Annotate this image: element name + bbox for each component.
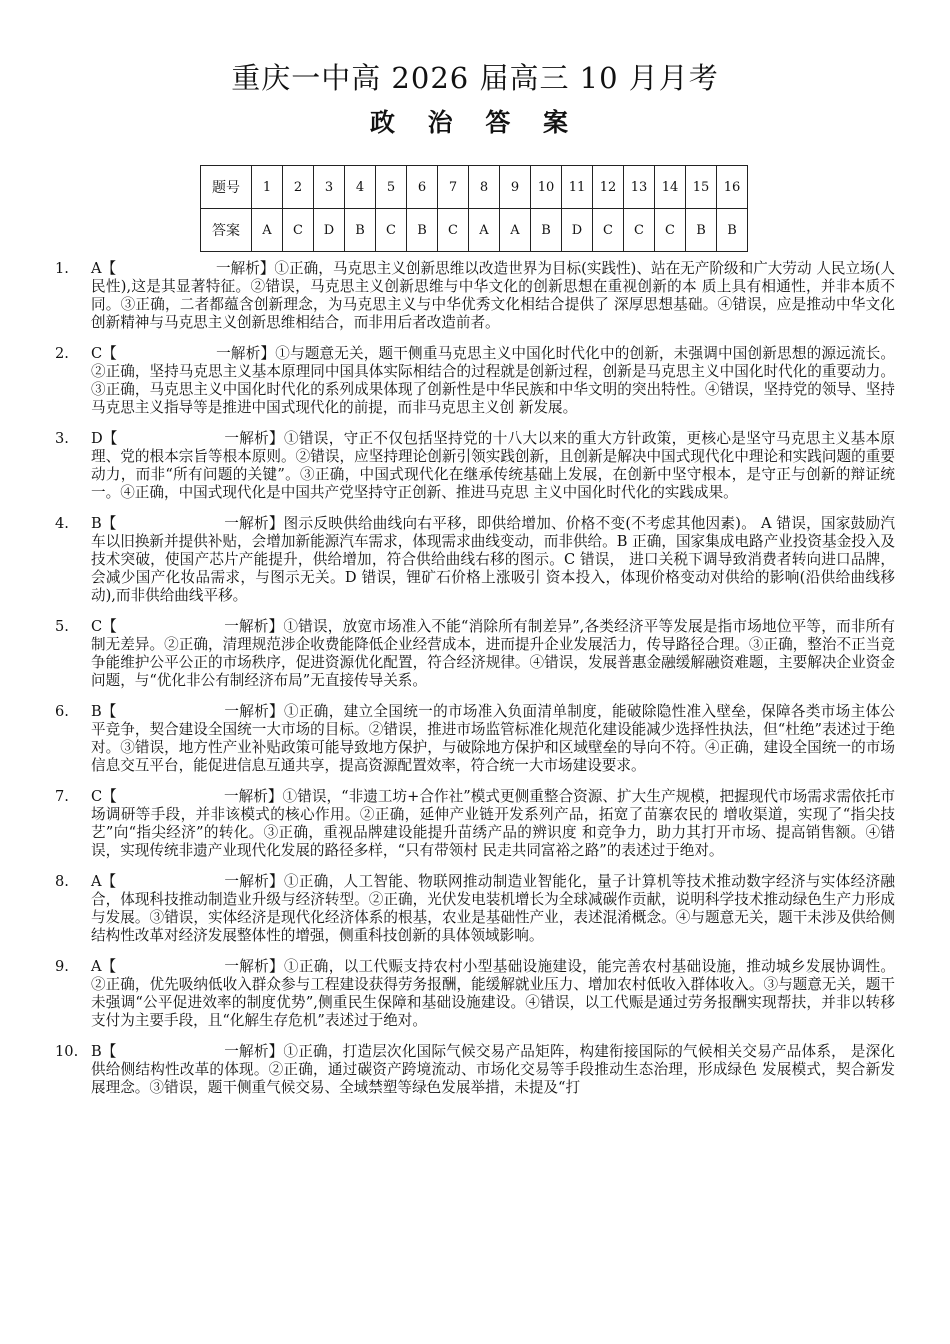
question-number-row bbox=[201, 166, 748, 209]
item-number: 3. bbox=[55, 430, 69, 447]
row-label-number: 题号 bbox=[201, 166, 252, 209]
item-number: 6. bbox=[55, 703, 69, 720]
table-cell: 13 bbox=[624, 166, 655, 209]
table-cell: 10 bbox=[531, 166, 562, 209]
table-cell: B bbox=[686, 209, 717, 252]
table-cell: 3 bbox=[314, 166, 345, 209]
list-item bbox=[55, 515, 895, 605]
list-item bbox=[55, 788, 895, 860]
table-cell: 15 bbox=[686, 166, 717, 209]
table-cell: 7 bbox=[438, 166, 469, 209]
table-cell: D bbox=[314, 209, 345, 252]
table-cell: B bbox=[531, 209, 562, 252]
item-number: 8. bbox=[55, 873, 69, 890]
list-item bbox=[55, 430, 895, 502]
table-cell: 1 bbox=[252, 166, 283, 209]
answer-table bbox=[200, 165, 748, 252]
item-number: 5. bbox=[55, 618, 69, 635]
item-answer: C【 bbox=[91, 788, 117, 805]
item-answer: A【 bbox=[91, 260, 117, 277]
table-cell: 6 bbox=[407, 166, 438, 209]
page-subtitle: 政 治 答 案 bbox=[369, 108, 581, 137]
list-item bbox=[55, 618, 895, 690]
item-number: 2. bbox=[55, 345, 69, 362]
table-cell: B bbox=[717, 209, 748, 252]
item-text: 一解析】①错误，“非遗工坊+合作社”模式更侧重整合资源、扩大生产规模，把握现代市场需求需依托市场调研等手段，并非该模式的核心作用。②正确，延伸产业链开发系列产品，拓宽了苗寨农民的 增收渠道，实现了“指尖技艺”向“指尖经济”的转化。③正确，重视品牌建设能提升苗绣产品的辨识度 和竞争力，助力其打开市场、提高销售额。④错误，实现传统非遗产业现代化发展的路径多样，“只有带领村 民走共同富裕之路”的表述过于绝对。 bbox=[91, 788, 895, 859]
table-cell: A bbox=[469, 209, 500, 252]
item-text: 一解析】①错误，守正不仅包括坚持党的十八大以来的重大方针政策，更核心是坚守马克思主义基本原理、党的根本宗旨等根本原则。②错误，应坚持理论创新引领实践创新，且创新是解决中国式现代化中理论和实践问题的重要动力，而非“所有问题的关键”。③正确，中国式现代化在继承传统基础上发展，在创新中坚守根本，是守正与创新的辩证统一。④正确，中国式现代化是中国共产党坚持守正创新、推进马克思 主义中国化时代化的实践成果。 bbox=[91, 430, 895, 501]
item-answer: B【 bbox=[91, 515, 117, 532]
item-answer: C【 bbox=[91, 618, 117, 635]
item-text: 一解析】①正确，建立全国统一的市场准入负面清单制度，能破除隐性准入壁垒，保障各类市场主体公平竞争，契合建设全国统一大市场的目标。②错误，推进市场监管标准化规范化建设能减少选择性执法，但“杜绝”表述过于绝对。③错误，地方性产业补贴政策可能导致地方保护，与破除地方保护和区域壁垒的导向不符。④正确，建设全国统一的市场信息交互平台，能促进信息互通共享，提高资源配置效率，符合统一大市场建设要求。 bbox=[91, 703, 895, 774]
item-text: 一解析】①正确，以工代赈支持农村小型基础设施建设，能完善农村基础设施，推动城乡发展协调性。②正确，优先吸纳低收入群众参与工程建设获得劳务报酬，能缓解就业压力、增加农村低收入群体收入。③与题意无关，题干未强调“公平促进效率的制度优势”,侧重民生保障和基础设施建设。④错误，以工代赈是通过劳务报酬实现帮扶，并非以转移支付为主要手段，且“化解生存危机”表述过于绝对。 bbox=[91, 958, 895, 1029]
table-cell: C bbox=[376, 209, 407, 252]
table-cell: 14 bbox=[655, 166, 686, 209]
table-cell: B bbox=[407, 209, 438, 252]
table-cell: 4 bbox=[345, 166, 376, 209]
table-cell: 8 bbox=[469, 166, 500, 209]
list-item bbox=[55, 260, 895, 332]
list-item bbox=[55, 345, 895, 417]
table-cell: 12 bbox=[593, 166, 624, 209]
table-cell: C bbox=[438, 209, 469, 252]
table-cell: C bbox=[624, 209, 655, 252]
item-text: 一解析】图示反映供给曲线向右平移，即供给增加、价格不变(不考虑其他因素)。 A 错误，国家鼓励汽车以旧换新并提供补贴，会增加新能源汽车需求，体现需求曲线变动，而非供给。B 正确，国家集成电路产业投资基金投入及技术突破，使国产芯片产能提升，供给增加，符合供给曲线右移的图示。C 错误， 进口关税下调导致消费者转向进口品牌，会减少国产化妆品需求，与图示无关。D 错误，锂矿石价格上涨吸引 资本投入，体现价格变动对供给的影响(沿供给曲线移动),而非供给曲线平移。 bbox=[91, 515, 895, 604]
item-answer: D【 bbox=[91, 430, 118, 447]
item-answer: A【 bbox=[91, 873, 117, 890]
table-cell: A bbox=[252, 209, 283, 252]
list-item bbox=[55, 873, 895, 945]
row-label-answer: 答案 bbox=[201, 209, 252, 252]
table-cell: 5 bbox=[376, 166, 407, 209]
item-number: 1. bbox=[55, 260, 69, 277]
item-text: 一解析】①与题意无关，题干侧重马克思主义中国化时代化中的创新，未强调中国创新思想的源远流长。②正确，坚持马克思主义基本原理同中国具体实际相结合的过程就是创新过程，创新是马克思主义中国化时代化的重要动力。③正确，马克思主义中国化时代化的系列成果体现了创新性是中华民族和中华文明的突出特性。④错误，坚持党的领导、坚持马克思主义指导等是推进中国式现代化的前提，而非马克思主义创 新发展。 bbox=[91, 345, 895, 416]
explanation-list bbox=[55, 260, 895, 1110]
table-cell: B bbox=[345, 209, 376, 252]
page-title: 重庆一中高 2026 届高三 10 月月考 bbox=[231, 61, 719, 95]
list-item bbox=[55, 1043, 895, 1097]
table-cell: 9 bbox=[500, 166, 531, 209]
answer-row bbox=[201, 209, 748, 252]
item-text: 一解析】①正确，打造层次化国际气候交易产品矩阵，构建衔接国际的气候相关交易产品体系， 是深化供给侧结构性改革的体现。②正确，通过碳资产跨境流动、市场化交易等手段推动生态治理，形成绿色 发展模式，契合新发展理念。③错误，题干侧重气候交易、全域禁塑等绿色发展举措，未提及“打 bbox=[91, 1043, 895, 1096]
item-answer: B【 bbox=[91, 703, 117, 720]
table-cell: 2 bbox=[283, 166, 314, 209]
item-text: 一解析】①正确，人工智能、物联网推动制造业智能化，量子计算机等技术推动数字经济与实体经济融合，体现科技推动制造业升级与经济转型。②正确，光伏发电装机增长为全球减碳作贡献，说明科学技术推动绿色生产力形成与发展。③错误，实体经济是现代化经济体系的根基，农业是基础性产业，表述混淆概念。④与题意无关，题干未涉及供给侧结构性改革对经济发展整体性的增强，侧重科技创新的具体领域影响。 bbox=[91, 873, 895, 944]
item-number: 7. bbox=[55, 788, 69, 805]
item-answer: A【 bbox=[91, 958, 117, 975]
item-number: 4. bbox=[55, 515, 69, 532]
table-cell: D bbox=[562, 209, 593, 252]
list-item bbox=[55, 703, 895, 775]
item-answer: B【 bbox=[91, 1043, 117, 1060]
item-answer: C【 bbox=[91, 345, 117, 362]
list-item bbox=[55, 958, 895, 1030]
item-number: 10. bbox=[55, 1043, 79, 1060]
table-cell: C bbox=[283, 209, 314, 252]
table-cell: 16 bbox=[717, 166, 748, 209]
table-cell: A bbox=[500, 209, 531, 252]
table-cell: C bbox=[655, 209, 686, 252]
item-text: 一解析】①正确，马克思主义创新思维以改造世界为目标(实践性)、站在无产阶级和广大劳动 人民立场(人民性),这是其显著特征。②错误，马克思主义创新思维与中华文化的创新思想在重视创新的本 质上具有相通性，并非本质不同。③正确，二者都蕴含创新理念，为马克思主义与中华优秀文化相结合提供了 深厚思想基础。④错误，应是推动中华文化创新精神与马克思主义创新思维相结合，而非用后者改造前者。 bbox=[91, 260, 895, 331]
item-number: 9. bbox=[55, 958, 69, 975]
table-cell: C bbox=[593, 209, 624, 252]
item-text: 一解析】①错误，放宽市场准入不能“消除所有制差异”,各类经济平等发展是指市场地位平等，而非所有制无差异。②正确，清理规范涉企收费能降低企业经营成本，进而提升企业发展活力，传导路径合理。③正确，整治不正当竞争能维护公平公正的市场秩序，促进资源优化配置，符合经济规律。④错误，发展普惠金融缓解融资难题，主要解决企业资金问题，与“优化非公有制经济布局”无直接传导关系。 bbox=[91, 618, 895, 689]
table-cell: 11 bbox=[562, 166, 593, 209]
